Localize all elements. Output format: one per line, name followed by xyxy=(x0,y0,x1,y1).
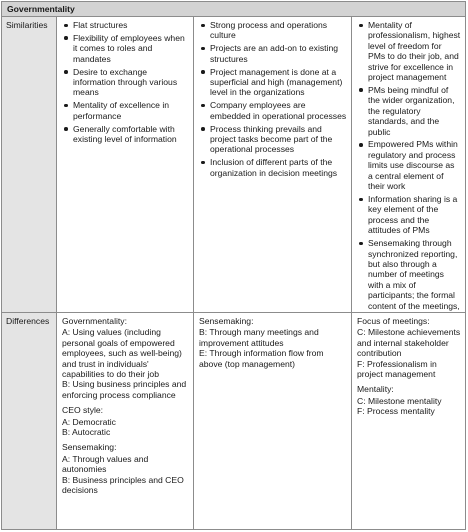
list-item: Projects are an add-on to existing structures xyxy=(210,43,347,64)
group-line: C: Milestone mentality xyxy=(357,395,442,406)
list-item: Information sharing is a key element of the process and the attitudes of PMs xyxy=(368,194,461,236)
differences-col1-cell xyxy=(57,313,194,529)
similarities-col2-list xyxy=(199,20,347,178)
list-item: Sensemaking through synchronized reporting, but also through a number of meetings with a mix of participants; the formal content of the meetings, xyxy=(368,238,461,313)
group-line: B: Through many meetings and improvement attitudes xyxy=(199,327,319,348)
diff-group-sensemaking xyxy=(62,442,189,495)
list-item: Mentality of excellence in performance xyxy=(73,100,189,121)
diff-group-focus-of-meetings xyxy=(357,316,461,379)
group-heading: Mentality: xyxy=(357,384,394,395)
group-heading: Governmentality: xyxy=(62,316,127,326)
group-heading: Sensemaking: xyxy=(62,442,117,453)
list-item: Company employees are embedded in operational processes xyxy=(210,100,347,121)
group-line: A: Through values and autonomies xyxy=(62,453,149,475)
similarities-col2-cell xyxy=(194,17,352,313)
similarities-col1-list xyxy=(62,20,189,144)
list-item: Generally comfortable with existing level of information xyxy=(73,124,189,145)
group-heading: CEO style: xyxy=(62,405,104,416)
governmentality-table xyxy=(1,1,466,530)
group-line: A: Democratic xyxy=(62,416,116,427)
list-item: Desire to exchange information through various means xyxy=(73,67,189,98)
list-item: Flat structures xyxy=(73,20,189,30)
diff-group-governmentality xyxy=(62,316,189,400)
group-line: B: Autocratic xyxy=(62,427,111,438)
group-line: B: Using business principles and enforcing process compliance xyxy=(62,379,187,400)
list-item: Empowered PMs within regulatory and process limits use discourse as a central element of their work xyxy=(368,139,461,191)
similarities-col3-list xyxy=(357,20,461,313)
list-item: Flexibility of employees when it comes to roles and mandates xyxy=(73,33,189,64)
list-item: Inclusion of different parts of the organization in decision meetings xyxy=(210,157,347,178)
row-header-similarities: Similarities xyxy=(2,17,57,313)
group-line: B: Business principles and CEO decisions xyxy=(62,474,184,496)
group-line: F: Professionalism in project management xyxy=(357,358,437,380)
group-heading: Focus of meetings: xyxy=(357,316,430,326)
list-item: Process thinking prevails and project tasks become part of the operational processes xyxy=(210,124,347,155)
list-item: PMs being mindful of the wider organization, the regulatory standards, and the public xyxy=(368,85,461,137)
differences-col3-cell xyxy=(352,313,465,529)
group-line: A: Using values (including personal goals of empowered employees, such as well-being) and trust in individuals' capabilities to do their job xyxy=(62,327,182,380)
list-item: Strong process and operations culture xyxy=(210,20,347,41)
group-line: C: Milestone achievements and internal stakeholder contribution xyxy=(357,327,461,359)
diff-group-ceo-style xyxy=(62,405,189,437)
row-header-differences: Differences xyxy=(2,313,57,529)
list-item: Mentality of professionalism, highest level of freedom for PMs to do their job, and strive for excellence in project management xyxy=(368,20,461,83)
table-title: Governmentality xyxy=(2,2,465,17)
list-item: Project management is done at a superficial and high (management) level in the organizations xyxy=(210,67,347,98)
group-heading: Sensemaking: xyxy=(199,316,254,326)
differences-col2-cell xyxy=(194,313,352,529)
diff-group-sensemaking xyxy=(199,316,347,369)
similarities-col3-cell xyxy=(352,17,465,313)
group-line: F: Process mentality xyxy=(357,406,435,417)
group-line: E: Through information flow from above (top management) xyxy=(199,348,324,369)
diff-group-mentality xyxy=(357,384,461,416)
similarities-col1-cell xyxy=(57,17,194,313)
